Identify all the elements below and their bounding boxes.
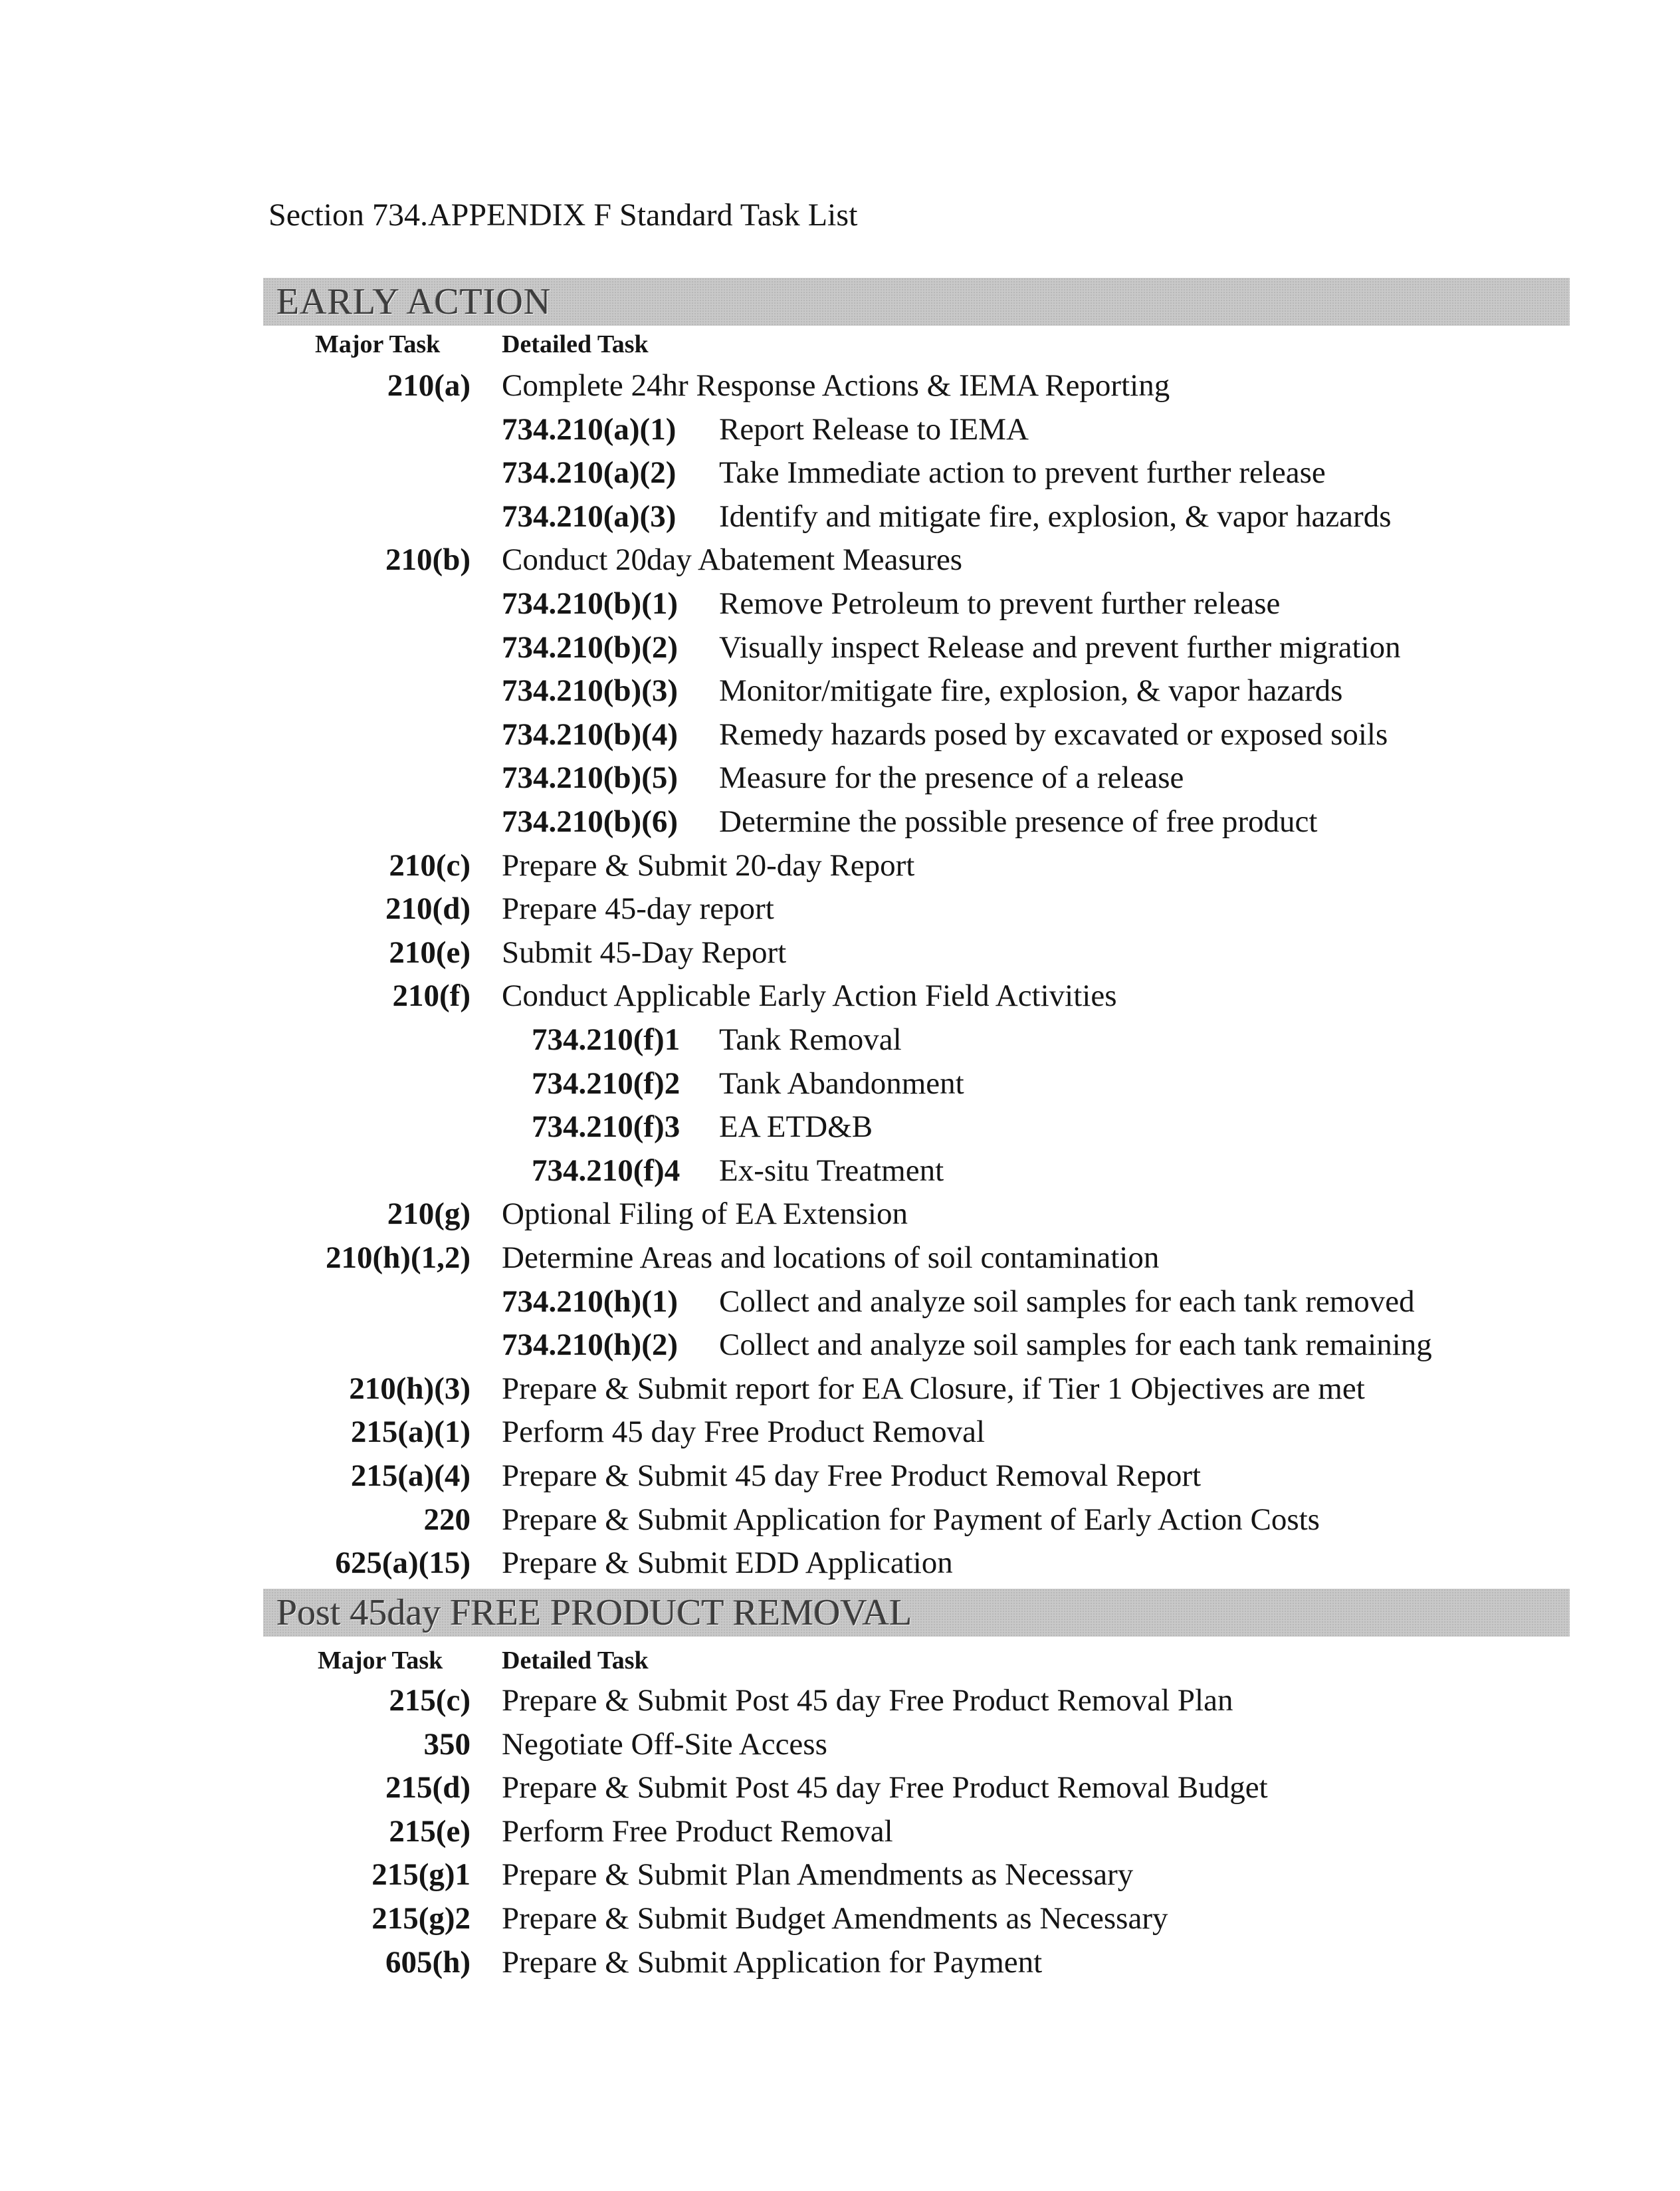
subtask-description: Measure for the presence of a release [719, 760, 1184, 796]
subtask-row [0, 672, 1680, 709]
task-row [0, 890, 1680, 927]
subtask-row [0, 1065, 1680, 1102]
subtask-code: 734.210(f)2 [532, 1066, 681, 1101]
task-row [0, 1370, 1680, 1407]
subtask-description: Tank Removal [719, 1022, 902, 1057]
subtask-description: Remedy hazards posed by excavated or exposed soils [719, 717, 1388, 752]
task-description: Conduct Applicable Early Action Field Activities [502, 979, 1117, 1014]
task-description: Submit 45-Day Report [502, 935, 787, 970]
subtask-code: 734.210(b)(6) [502, 804, 678, 839]
subtask-row [0, 1152, 1680, 1189]
task-description: Prepare & Submit Plan Amendments as Necessary [502, 1857, 1134, 1893]
major-task-header: Major Task [315, 330, 441, 358]
task-row [0, 1682, 1680, 1719]
task-row [0, 847, 1680, 884]
subtask-row [0, 411, 1680, 448]
subtask-row [0, 1108, 1680, 1145]
subtask-description: Ex-situ Treatment [719, 1153, 944, 1188]
subtask-code: 734.210(f)1 [532, 1022, 681, 1057]
subtask-row [0, 759, 1680, 796]
subtask-row [0, 585, 1680, 622]
task-description: Prepare & Submit Post 45 day Free Product Removal Budget [502, 1770, 1268, 1805]
major-task-code: 210(e) [389, 935, 471, 970]
task-row [0, 367, 1680, 404]
subtask-code: 734.210(h)(1) [502, 1284, 678, 1319]
task-row [0, 1195, 1680, 1232]
task-row [0, 1726, 1680, 1763]
major-task-code: 605(h) [385, 1944, 471, 1980]
subtask-description: Collect and analyze soil samples for each tank removed [719, 1284, 1415, 1319]
subtask-code: 734.210(a)(1) [502, 411, 677, 447]
major-task-code: 220 [423, 1502, 471, 1537]
subtask-description: Tank Abandonment [719, 1066, 964, 1101]
task-description: Prepare 45-day report [502, 891, 774, 927]
task-description: Prepare & Submit Budget Amendments as Necessary [502, 1901, 1168, 1936]
task-description: Conduct 20day Abatement Measures [502, 542, 963, 578]
major-task-code: 210(c) [389, 848, 471, 883]
subtask-row [0, 1283, 1680, 1320]
subtask-description: Collect and analyze soil samples for each tank remaining [719, 1327, 1432, 1363]
task-row [0, 1413, 1680, 1450]
free-product-banner [263, 1589, 1570, 1637]
task-description: Negotiate Off-Site Access [502, 1726, 827, 1762]
task-description: Perform 45 day Free Product Removal [502, 1415, 986, 1450]
task-description: Prepare & Submit 45 day Free Product Removal Report [502, 1458, 1202, 1493]
major-task-code: 210(d) [385, 891, 471, 927]
subtask-row [0, 1326, 1680, 1363]
subtask-description: Report Release to IEMA [719, 411, 1029, 447]
major-task-code: 350 [423, 1726, 471, 1762]
free-product-heading: Post 45day FREE PRODUCT REMOVAL [276, 1592, 912, 1633]
major-task-code: 215(c) [389, 1683, 471, 1718]
subtask-code: 734.210(a)(2) [502, 455, 677, 491]
major-task-code: 215(g)1 [371, 1857, 471, 1893]
task-description: Optional Filing of EA Extension [502, 1197, 908, 1232]
task-row [0, 1856, 1680, 1893]
task-description: Perform Free Product Removal [502, 1813, 893, 1849]
subtask-row [0, 1021, 1680, 1058]
task-row [0, 1813, 1680, 1850]
subtask-row [0, 803, 1680, 840]
task-description: Prepare & Submit Application for Payment [502, 1944, 1043, 1980]
subtask-description: Visually inspect Release and prevent further migration [719, 630, 1401, 665]
subtask-row [0, 454, 1680, 491]
major-task-code: 215(a)(1) [350, 1415, 471, 1450]
subtask-description: Determine the possible presence of free product [719, 804, 1318, 839]
task-description: Prepare & Submit report for EA Closure, if Tier 1 Objectives are met [502, 1371, 1365, 1406]
task-row [0, 1944, 1680, 1981]
task-row [0, 977, 1680, 1014]
major-task-code: 215(d) [385, 1770, 471, 1805]
subtask-description: EA ETD&B [719, 1109, 873, 1145]
subtask-row [0, 498, 1680, 535]
subtask-code: 734.210(f)4 [532, 1153, 681, 1188]
task-row [0, 541, 1680, 578]
major-task-code: 210(g) [387, 1197, 471, 1232]
subtask-row [0, 629, 1680, 666]
subtask-description: Identify and mitigate fire, explosion, & vapor hazards [719, 499, 1392, 534]
detailed-task-header: Detailed Task [502, 1647, 649, 1674]
major-task-code: 210(b) [385, 542, 471, 578]
subtask-row [0, 716, 1680, 753]
major-task-code: 625(a)(15) [335, 1546, 471, 1581]
major-task-code: 210(h)(3) [349, 1371, 471, 1406]
major-task-code: 215(e) [389, 1813, 471, 1849]
major-task-code: 210(a) [387, 368, 471, 403]
subtask-code: 734.210(b)(2) [502, 630, 678, 665]
early-action-heading: EARLY ACTION [276, 281, 552, 322]
task-description: Prepare & Submit EDD Application [502, 1546, 953, 1581]
task-row [0, 934, 1680, 971]
major-task-code: 210(f) [392, 979, 471, 1014]
task-description: Prepare & Submit Application for Payment of Early Action Costs [502, 1502, 1320, 1537]
subtask-code: 734.210(b)(5) [502, 760, 678, 796]
task-row [0, 1239, 1680, 1276]
major-task-header: Major Task [318, 1647, 443, 1674]
task-description: Prepare & Submit Post 45 day Free Product Removal Plan [502, 1683, 1233, 1718]
task-row [0, 1501, 1680, 1538]
page-title: Section 734.APPENDIX F Standard Task List [268, 197, 858, 233]
task-row [0, 1769, 1680, 1806]
subtask-code: 734.210(f)3 [532, 1109, 681, 1145]
task-row [0, 1544, 1680, 1581]
task-row [0, 1457, 1680, 1494]
task-row [0, 1900, 1680, 1937]
subtask-description: Take Immediate action to prevent further release [719, 455, 1326, 491]
major-task-code: 215(g)2 [371, 1901, 471, 1936]
task-description: Determine Areas and locations of soil contamination [502, 1240, 1160, 1275]
subtask-code: 734.210(a)(3) [502, 499, 677, 534]
subtask-code: 734.210(b)(1) [502, 586, 678, 621]
subtask-description: Monitor/mitigate fire, explosion, & vapor hazards [719, 673, 1343, 709]
major-task-code: 210(h)(1,2) [326, 1240, 471, 1275]
detailed-task-header: Detailed Task [502, 330, 649, 358]
task-description: Prepare & Submit 20-day Report [502, 848, 915, 883]
subtask-code: 734.210(b)(3) [502, 673, 678, 709]
subtask-code: 734.210(b)(4) [502, 717, 678, 752]
subtask-code: 734.210(h)(2) [502, 1327, 678, 1363]
task-description: Complete 24hr Response Actions & IEMA Reporting [502, 368, 1170, 403]
early-action-banner [263, 278, 1570, 326]
subtask-description: Remove Petroleum to prevent further release [719, 586, 1281, 621]
major-task-code: 215(a)(4) [350, 1458, 471, 1493]
